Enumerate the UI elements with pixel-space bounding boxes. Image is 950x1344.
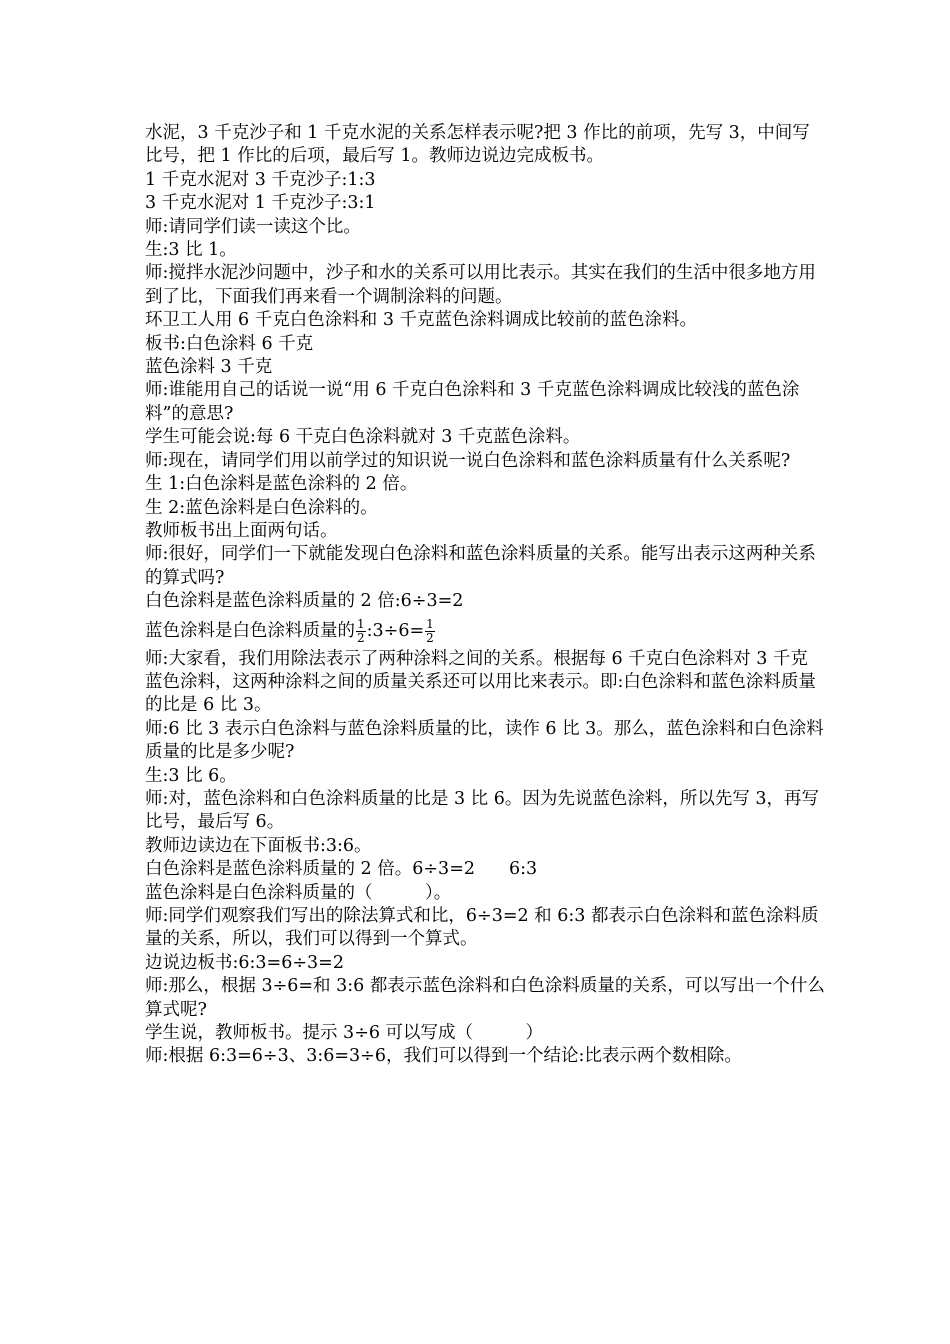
fraction-denominator: 2 [426,630,434,645]
text-line: 学生说，教师板书。提示 3÷6 可以写成（ ） [145,1023,544,1044]
board-left-text: 白色涂料是蓝色涂料质量的 2 倍。6÷3=2 [145,859,475,880]
text-line: 教师边读边在下面板书:3:6。 [145,835,372,856]
text-line: 师:对，蓝色涂料和白色涂料质量的比是 3 比 6。因为先说蓝色涂料，所以先写 3，再写比号，最后写 6。 [145,788,820,833]
fraction-equation-line [145,614,825,648]
text-line: 学生可能会说:每 6 干克白色涂料就对 3 千克蓝色涂料。 [145,427,581,448]
fraction-numerator: 1 [426,616,434,631]
equation-prefix: 蓝色涂料是白色涂料质量的 [145,620,355,641]
fraction-numerator: 1 [357,616,365,631]
text-line: 师:大家看，我们用除法表示了两种涂料之间的关系。根据每 6 千克白色涂料对 3 千克蓝色涂料，这两种涂料之间的质量关系还可以用比来表示。即:白色涂料和蓝色涂料质量的比是 6 比 3。 [145,648,816,716]
text-line: 生:3 比 1。 [145,240,237,261]
board-right-ratio: 6:3 [509,859,538,880]
text-line: 师:现在，请同学们用以前学过的知识说一说白色涂料和蓝色涂料质量有什么关系呢? [145,450,791,471]
text-line: 蓝色涂料 3 千克 [145,357,273,378]
text-line: 师:6 比 3 表示白色涂料与蓝色涂料质量的比，读作 6 比 3。那么，蓝色涂料和白色涂料质量的比是多少呢? [145,718,824,763]
board-table-line [145,858,825,881]
text-line: 蓝色涂料是白色涂料质量的（ ）。 [145,882,452,903]
text-line: 师:那么，根据 3÷6=和 3:6 都表示蓝色涂料和白色涂料质量的关系，可以写出一个什么算式呢? [145,976,825,1020]
text-line: 师:搅拌水泥沙问题中，沙子和水的关系可以用比表示。其实在我们的生活中很多地方用到了比，下面我们再来看一个调制涂料的问题。 [145,263,816,307]
text-line: 白色涂料是蓝色涂料质量的 2 倍:6÷3=2 [145,591,464,612]
text-line: 板书:白色涂料 6 千克 [145,333,314,354]
fraction-one-half [425,618,435,645]
text-line: 师:请同学们读一读这个比。 [145,216,361,237]
text-line: 生 2:蓝色涂料是白色涂料的。 [145,497,378,518]
text-line: 生 1:白色涂料是蓝色涂料的 2 倍。 [145,474,418,495]
text-line: 水泥，3 千克沙子和 1 千克水泥的关系怎样表示呢?把 3 作比的前项，先写 3，中间写比号，把 1 作比的后项，最后写 1。教师边说边完成板书。 [145,123,810,167]
text-line: 边说边板书:6:3=6÷3=2 [145,952,344,973]
text-line: 师:同学们观察我们写出的除法算式和比，6÷3=2 和 6:3 都表示白色涂料和蓝色涂料质量的关系，所以，我们可以得到一个算式。 [145,906,819,950]
fraction-one-half [356,618,366,645]
text-line: 教师板书出上面两句话。 [145,520,338,541]
text-line: 生:3 比 6。 [145,765,237,786]
text-line: 环卫工人用 6 千克白色涂料和 3 千克蓝色涂料调成比较前的蓝色涂料。 [145,310,698,331]
text-line: 师:很好，同学们一下就能发现白色涂料和蓝色涂料质量的关系。能写出表示这两种关系的算式吗? [145,544,816,588]
text-line: 3 千克水泥对 1 千克沙子:3:1 [145,193,376,214]
text-line: 1 千克水泥对 3 千克沙子:1:3 [145,169,376,190]
equation-middle: :3÷6= [366,620,425,641]
document-page [145,122,825,1069]
text-line: 师:根据 6:3=6÷3、3:6=3÷6，我们可以得到一个结论:比表示两个数相除。 [145,1046,742,1067]
text-line: 师:谁能用自己的话说一说“用 6 千克白色涂料和 3 千克蓝色涂料调成比较浅的蓝色涂料”的意思? [145,380,800,424]
fraction-denominator: 2 [357,630,365,645]
